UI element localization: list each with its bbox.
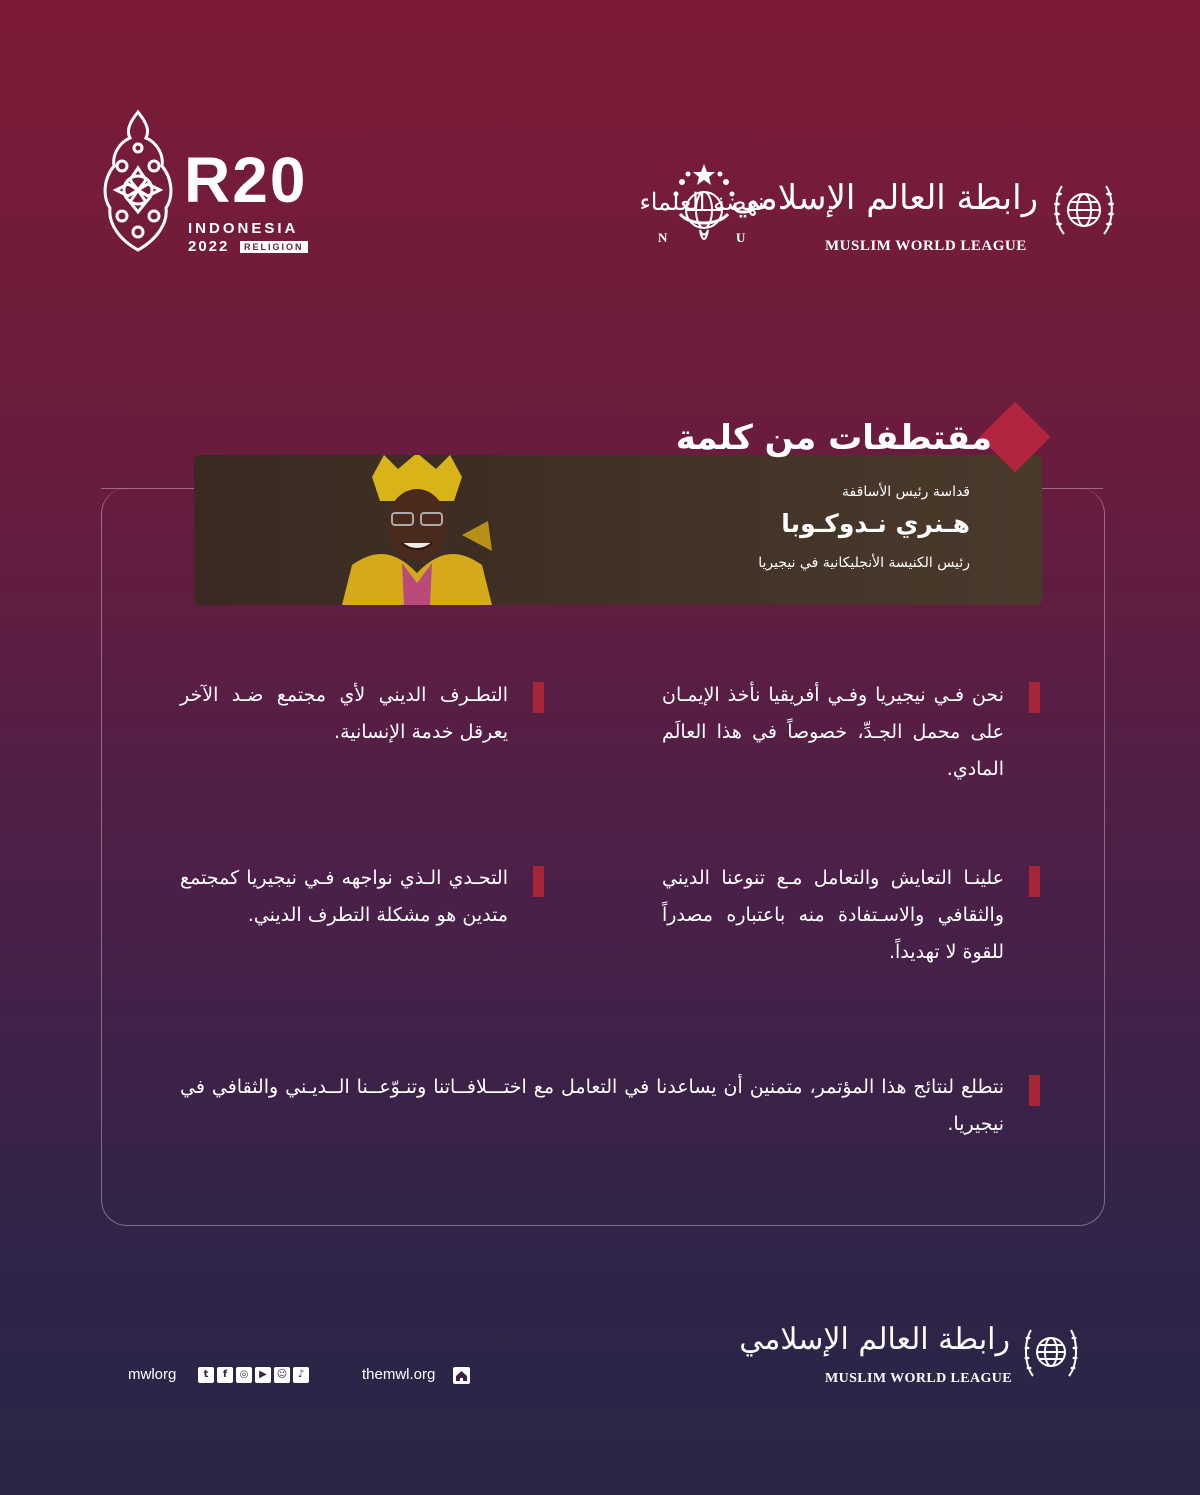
mwl-arabic-name: رابطة العالم الإسلامي	[739, 1322, 1010, 1357]
quote-5: نتطلع لنتائج هذا المؤتمر، متمنين أن يساعدنا في التعامل مع اختـــلافــاتنا وتنـوّعــنا الــديـني والثقافي في نيجيريا.	[180, 1076, 1004, 1135]
globe-wreath-icon	[1046, 178, 1122, 242]
snapchat-icon[interactable]: ☺	[274, 1367, 290, 1383]
speaker-position: رئيس الكنيسة الأنجليكانية في نيجيريا	[758, 555, 970, 571]
batik-ornament-icon	[100, 108, 176, 254]
mwl-header-logo	[731, 176, 1122, 262]
home-icon[interactable]	[453, 1367, 470, 1384]
globe-wreath-icon	[1018, 1322, 1084, 1388]
tiktok-icon[interactable]: ♪	[293, 1367, 309, 1383]
quote-bullet-bar	[1029, 866, 1040, 897]
speaker-name: هـنري نـدوكـوبا	[781, 509, 970, 538]
social-icons-row	[198, 1367, 309, 1383]
section-heading: مقتطفات من كلمة	[675, 418, 992, 458]
quote-3: علينـا التعايش والتعامل مـع تنوعنا الديني والثقافي والاسـتفادة منه باعتباره مصدراً للقوة لا تهديداً.	[662, 867, 1004, 963]
r20-year: 2022	[188, 238, 230, 255]
nu-letter-u: U	[736, 230, 746, 245]
twitter-icon[interactable]: t	[198, 1367, 214, 1383]
quote-bullet-bar	[1029, 1075, 1040, 1106]
nu-letter-n: N	[658, 230, 668, 245]
social-handle[interactable]: mwlorg	[128, 1366, 177, 1383]
quote-bullet-bar	[533, 866, 544, 897]
nu-arabic-name: نهضة العلماء	[639, 188, 765, 216]
youtube-icon[interactable]: ▶	[255, 1367, 271, 1383]
quote-2: التطـرف الديني لأي مجتمع ضـد الآخر يعرقل خدمة الإنسانية.	[180, 684, 508, 743]
speaker-honorific: قداسة رئيس الأساقفة	[842, 484, 970, 500]
quote-bullet-bar	[533, 682, 544, 713]
instagram-icon[interactable]: ◎	[236, 1367, 252, 1383]
facebook-icon[interactable]: f	[217, 1367, 233, 1383]
quote-1: نحن فـي نيجيريا وفـي أفريقيا نأخذ الإيمـان على محمل الجـدِّ، خصوصاً في هذا العالَم المادي.	[662, 684, 1004, 780]
r20-tag: RELIGION	[240, 241, 308, 253]
mwl-footer-logo	[739, 1322, 1084, 1398]
speaker-card	[194, 455, 1042, 605]
website-link[interactable]: themwl.org	[362, 1366, 436, 1383]
quote-bullet-bar	[1029, 682, 1040, 713]
r20-title: R20	[184, 144, 308, 216]
quote-4: التحـدي الـذي نواجهه فـي نيجيريا كمجتمع متدين هو مشكلة التطرف الديني.	[180, 867, 508, 926]
mwl-english-name: MUSLIM WORLD LEAGUE	[825, 1371, 1013, 1386]
mwl-english-name: MUSLIM WORLD LEAGUE	[825, 238, 1027, 254]
r20-country: INDONESIA	[188, 220, 299, 237]
mwl-arabic-name: رابطة العالم الإسلامي	[731, 178, 1038, 218]
r20-logo	[100, 108, 320, 258]
speaker-portrait	[342, 455, 492, 605]
